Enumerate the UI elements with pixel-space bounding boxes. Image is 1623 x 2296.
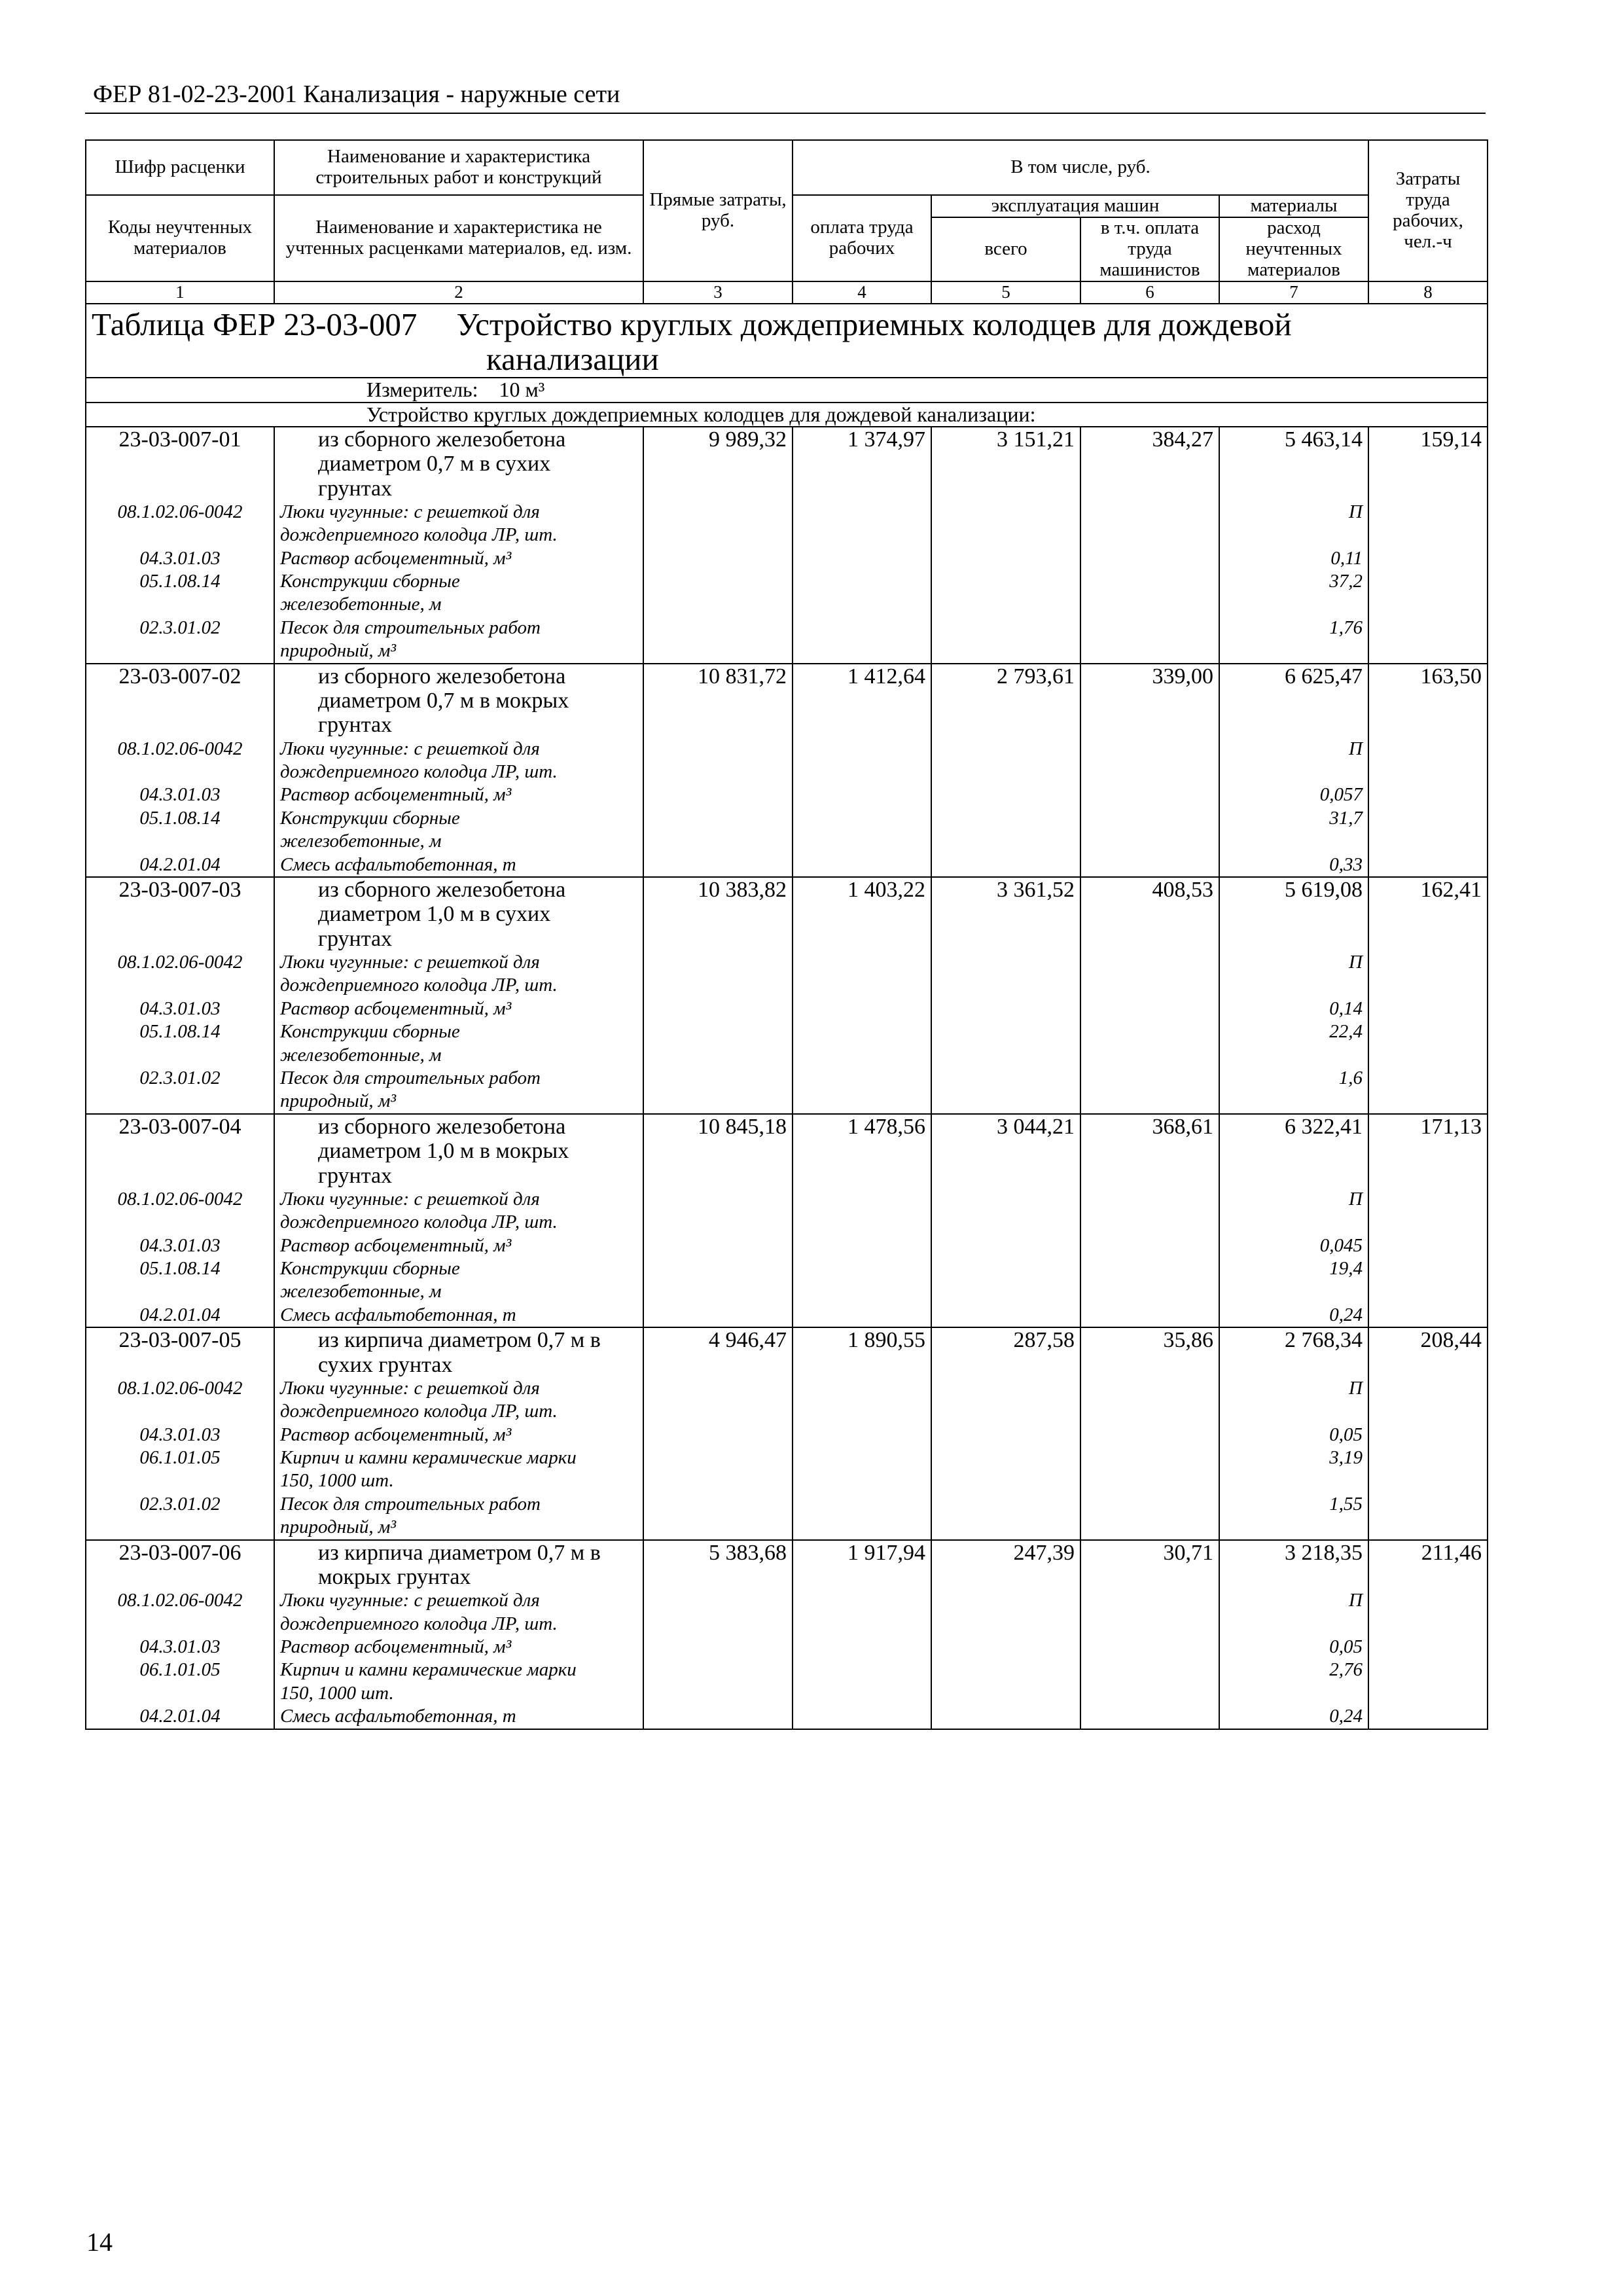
material-name-line: Раствор асбоцементный, м³ (280, 1234, 512, 1256)
material-quantity: П (1349, 501, 1363, 522)
material-name-line: Конструкции сборные (280, 1021, 460, 1043)
material-name-line: Смесь асфальтобетонная, т (280, 853, 516, 875)
rate-code: 23-03-007-03 (118, 877, 241, 902)
material-name-line: природный, м³ (280, 1516, 397, 1538)
work-name-cell (274, 1327, 643, 1539)
labor-hours: 162,41 (1368, 877, 1488, 1114)
materials-cell (1219, 877, 1368, 1114)
materials-cost: 2 768,34 (1285, 1328, 1363, 1353)
table-row (86, 1327, 1488, 1539)
materials-cost: 6 322,41 (1285, 1114, 1363, 1139)
material-quantity: 1,6 (1338, 1067, 1363, 1088)
col-number: 7 (1219, 281, 1368, 304)
col-number: 4 (793, 281, 931, 304)
material-quantity: 22,4 (1329, 1021, 1363, 1043)
machines-total: 3 044,21 (931, 1114, 1080, 1327)
labor-pay: 1 374,97 (793, 427, 931, 664)
work-name-line: грунтах (318, 713, 393, 738)
materials-cost: 5 619,08 (1285, 877, 1363, 902)
material-quantity: П (1349, 738, 1363, 759)
material-code: 06.1.01.05 (139, 1447, 221, 1469)
table-code: Таблица ФЕР 23-03-007 (92, 306, 418, 342)
material-code: 05.1.08.14 (139, 1021, 221, 1043)
machinists-pay: 30,71 (1080, 1540, 1219, 1729)
material-code: 08.1.02.06-0042 (117, 952, 243, 973)
material-name-line: Люки чугунные: с решеткой для (280, 952, 540, 973)
head-machinists-pay: в т.ч. оплата труда машинистов (1080, 217, 1219, 281)
rate-code-cell (86, 1114, 274, 1327)
material-quantity: 0,05 (1329, 1636, 1363, 1658)
work-name-cell (274, 427, 643, 664)
work-name-line: из сборного железобетона (318, 1114, 566, 1139)
col-number: 5 (931, 281, 1080, 304)
head-direct-costs: Прямые затраты, руб. (643, 140, 793, 281)
work-name-line: из кирпича диаметром 0,7 м в (318, 1540, 601, 1565)
rate-code-cell (86, 877, 274, 1114)
materials-cell (1219, 1327, 1368, 1539)
material-quantity: 0,14 (1329, 997, 1363, 1019)
work-name-line: диаметром 0,7 м в мокрых (318, 688, 569, 713)
labor-pay: 1 890,55 (793, 1327, 931, 1539)
material-name-line: Раствор асбоцементный, м³ (280, 784, 512, 806)
col-number: 2 (274, 281, 643, 304)
work-name-cell (274, 877, 643, 1114)
materials-cost: 5 463,14 (1285, 427, 1363, 452)
machines-total: 3 361,52 (931, 877, 1080, 1114)
work-name-line: грунтах (318, 926, 393, 951)
work-name-cell (274, 664, 643, 877)
material-name-line: природный, м³ (280, 1090, 397, 1112)
material-name-line: железобетонные, м (280, 594, 442, 615)
materials-cost: 3 218,35 (1285, 1540, 1363, 1565)
material-quantity: 0,057 (1319, 784, 1363, 806)
direct-costs: 10 845,18 (643, 1114, 793, 1327)
table-row (86, 1114, 1488, 1327)
material-name-line: Раствор асбоцементный, м³ (280, 1636, 512, 1658)
material-quantity: 0,045 (1319, 1234, 1363, 1256)
material-name-line: Кирпич и камни керамические марки (280, 1447, 577, 1469)
material-code: 04.3.01.03 (139, 547, 221, 569)
work-name-cell (274, 1540, 643, 1729)
material-code: 04.2.01.04 (139, 1304, 221, 1325)
material-quantity: 0,24 (1329, 1706, 1363, 1727)
material-name-line: дождеприемного колодца ЛР, шт. (280, 1211, 558, 1233)
rate-code-cell (86, 1327, 274, 1539)
direct-costs: 5 383,68 (643, 1540, 793, 1729)
materials-cost: 6 625,47 (1285, 664, 1363, 689)
material-name-line: Конструкции сборные (280, 807, 460, 829)
work-name-line: грунтах (318, 1163, 393, 1188)
machines-total: 3 151,21 (931, 427, 1080, 664)
material-code: 04.3.01.03 (139, 1424, 221, 1445)
work-name-line: грунтах (318, 476, 393, 501)
material-quantity: П (1349, 1377, 1363, 1399)
rate-code: 23-03-007-06 (118, 1540, 241, 1565)
material-name-line: Конструкции сборные (280, 571, 460, 592)
materials-cell (1219, 1114, 1368, 1327)
col-number: 1 (86, 281, 274, 304)
material-code: 08.1.02.06-0042 (117, 1377, 243, 1399)
work-name-line: из сборного железобетона (318, 877, 566, 902)
material-code: 05.1.08.14 (139, 1258, 221, 1280)
table-title (86, 304, 1488, 378)
work-name-line: диаметром 0,7 м в сухих (318, 452, 551, 476)
material-name-line: Люки чугунные: с решеткой для (280, 1188, 540, 1210)
labor-hours: 211,46 (1368, 1540, 1488, 1729)
material-name-line: Кирпич и камни керамические марки (280, 1659, 577, 1681)
material-quantity: 1,76 (1329, 617, 1363, 638)
material-name-line: Люки чугунные: с решеткой для (280, 1377, 540, 1399)
machinists-pay: 35,86 (1080, 1327, 1219, 1539)
machinists-pay: 408,53 (1080, 877, 1219, 1114)
material-name-line: Люки чугунные: с решеткой для (280, 501, 540, 522)
direct-costs: 10 831,72 (643, 664, 793, 877)
direct-costs: 4 946,47 (643, 1327, 793, 1539)
page-header (85, 77, 1486, 114)
material-quantity: 0,24 (1329, 1304, 1363, 1325)
material-name-line: железобетонные, м (280, 1281, 442, 1302)
document-title: ФЕР 81-02-23-2001 Канализация - наружные сети (93, 81, 620, 108)
table-name-line2: канализации (486, 341, 659, 378)
table-row (86, 664, 1488, 877)
material-quantity: 2,76 (1329, 1659, 1363, 1681)
material-code: 08.1.02.06-0042 (117, 1590, 243, 1611)
head-material-codes: Коды неучтенных материалов (86, 195, 274, 281)
material-code: 08.1.02.06-0042 (117, 738, 243, 759)
material-quantity: 0,05 (1329, 1424, 1363, 1445)
material-name-line: железобетонные, м (280, 831, 442, 852)
machinists-pay: 368,61 (1080, 1114, 1219, 1327)
head-machines-total: всего (931, 217, 1080, 281)
rate-code-cell (86, 664, 274, 877)
direct-costs: 10 383,82 (643, 877, 793, 1114)
labor-hours: 159,14 (1368, 427, 1488, 664)
head-work-name: Наименование и характеристика строительных работ и конструкций (274, 140, 643, 195)
materials-cell (1219, 427, 1368, 664)
material-name-line: Люки чугунные: с решеткой для (280, 1590, 540, 1611)
head-including: В том числе, руб. (793, 140, 1368, 195)
table-subtitle: Устройство круглых дождеприемных колодцев для дождевой канализации: (86, 403, 1488, 427)
material-code: 05.1.08.14 (139, 571, 221, 592)
labor-pay: 1 403,22 (793, 877, 931, 1114)
material-quantity: 0,11 (1330, 547, 1363, 569)
work-name-line: из кирпича диаметром 0,7 м в (318, 1328, 601, 1353)
material-name-line: 150, 1000 шт. (280, 1470, 394, 1492)
material-quantity: 19,4 (1329, 1258, 1363, 1280)
material-quantity: 31,7 (1329, 807, 1363, 829)
material-code: 04.3.01.03 (139, 1636, 221, 1658)
labor-hours: 171,13 (1368, 1114, 1488, 1327)
material-code: 04.3.01.03 (139, 784, 221, 806)
head-machines: эксплуатация машин (931, 195, 1219, 217)
material-name-line: дождеприемного колодца ЛР, шт. (280, 524, 558, 546)
labor-pay: 1 412,64 (793, 664, 931, 877)
head-labor-hours: Затраты труда рабочих, чел.-ч (1368, 140, 1488, 281)
head-material-names: Наименование и характеристика не учтенных расценками материалов, ед. изм. (274, 195, 643, 281)
material-code: 04.3.01.03 (139, 997, 221, 1019)
material-code: 02.3.01.02 (139, 617, 221, 638)
material-name-line: Песок для строительных работ (280, 1067, 541, 1088)
rate-code-cell (86, 427, 274, 664)
material-name-line: Конструкции сборные (280, 1258, 460, 1280)
material-code: 08.1.02.06-0042 (117, 501, 243, 522)
material-name-line: Раствор асбоцементный, м³ (280, 997, 512, 1019)
material-name-line: дождеприемного колодца ЛР, шт. (280, 761, 558, 783)
work-name-line: мокрых грунтах (318, 1564, 471, 1589)
machinists-pay: 384,27 (1080, 427, 1219, 664)
material-name-line: 150, 1000 шт. (280, 1682, 394, 1704)
table-name-line1: Устройство круглых дождеприемных колодцев для дождевой (456, 306, 1292, 342)
work-name-line: из сборного железобетона (318, 664, 566, 689)
machinists-pay: 339,00 (1080, 664, 1219, 877)
table-row (86, 427, 1488, 664)
material-name-line: Песок для строительных работ (280, 617, 541, 638)
material-name-line: Смесь асфальтобетонная, т (280, 1706, 516, 1727)
material-code: 02.3.01.02 (139, 1067, 221, 1088)
material-name-line: железобетонные, м (280, 1044, 442, 1066)
work-name-line: диаметром 1,0 м в сухих (318, 902, 551, 927)
measure (86, 378, 1488, 402)
labor-hours: 208,44 (1368, 1327, 1488, 1539)
rate-code: 23-03-007-04 (118, 1114, 241, 1139)
material-name-line: природный, м³ (280, 640, 397, 662)
col-number: 3 (643, 281, 793, 304)
work-name-line: сухих грунтах (318, 1352, 453, 1377)
material-quantity: П (1349, 1188, 1363, 1210)
material-quantity: 3,19 (1329, 1447, 1363, 1469)
work-name-cell (274, 1114, 643, 1327)
material-code: 04.3.01.03 (139, 1234, 221, 1256)
material-code: 04.2.01.04 (139, 853, 221, 875)
material-code: 02.3.01.02 (139, 1493, 221, 1515)
material-quantity: 0,33 (1329, 853, 1363, 875)
measure-value: 10 м³ (499, 378, 545, 402)
table-row (86, 877, 1488, 1114)
rate-code: 23-03-007-01 (118, 427, 241, 452)
col-number: 6 (1080, 281, 1219, 304)
labor-hours: 163,50 (1368, 664, 1488, 877)
materials-cell (1219, 664, 1368, 877)
material-name-line: Люки чугунные: с решеткой для (280, 738, 540, 759)
work-name-line: диаметром 1,0 м в мокрых (318, 1139, 569, 1164)
head-labor-pay: оплата труда рабочих (793, 195, 931, 281)
rate-code-cell (86, 1540, 274, 1729)
material-quantity: П (1349, 1590, 1363, 1611)
material-name-line: Песок для строительных работ (280, 1493, 541, 1515)
labor-pay: 1 478,56 (793, 1114, 931, 1327)
rate-code: 23-03-007-02 (118, 664, 241, 689)
labor-pay: 1 917,94 (793, 1540, 931, 1729)
material-name-line: Смесь асфальтобетонная, т (280, 1304, 516, 1325)
material-code: 06.1.01.05 (139, 1659, 221, 1681)
head-materials: материалы (1219, 195, 1368, 217)
machines-total: 2 793,61 (931, 664, 1080, 877)
material-name-line: дождеприемного колодца ЛР, шт. (280, 1401, 558, 1422)
material-code: 04.2.01.04 (139, 1706, 221, 1727)
machines-total: 247,39 (931, 1540, 1080, 1729)
material-quantity: 1,55 (1329, 1493, 1363, 1515)
page-number: 14 (86, 2227, 113, 2257)
rate-code: 23-03-007-05 (118, 1328, 241, 1353)
head-rate-code: Шифр расценки (86, 140, 274, 195)
material-name-line: Раствор асбоцементный, м³ (280, 547, 512, 569)
machines-total: 287,58 (931, 1327, 1080, 1539)
material-quantity: 37,2 (1329, 571, 1363, 592)
table-row (86, 1540, 1488, 1729)
work-name-line: из сборного железобетона (318, 427, 566, 452)
material-name-line: Раствор асбоцементный, м³ (280, 1424, 512, 1445)
material-name-line: дождеприемного колодца ЛР, шт. (280, 975, 558, 996)
direct-costs: 9 989,32 (643, 427, 793, 664)
material-name-line: дождеприемного колодца ЛР, шт. (280, 1613, 558, 1634)
col-number: 8 (1368, 281, 1488, 304)
material-quantity: П (1349, 952, 1363, 973)
materials-cell (1219, 1540, 1368, 1729)
rates-table (85, 139, 1488, 1730)
head-unaccounted-materials: расход неучтенных материалов (1219, 217, 1368, 281)
measure-label: Измеритель: (366, 378, 478, 402)
material-code: 08.1.02.06-0042 (117, 1188, 243, 1210)
material-code: 05.1.08.14 (139, 807, 221, 829)
